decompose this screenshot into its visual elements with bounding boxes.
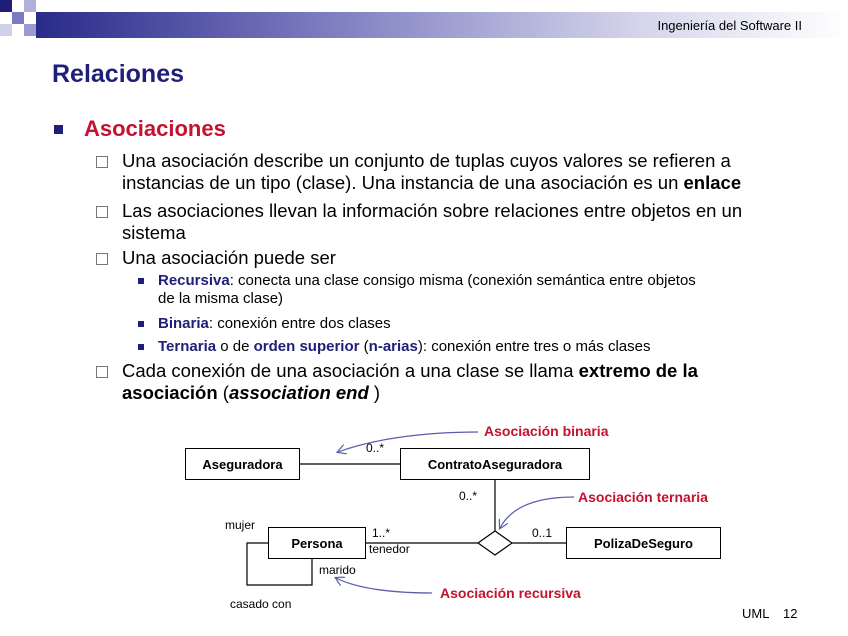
footer-label: UML [742, 606, 770, 621]
arrow-ternaria-icon [500, 497, 574, 528]
text-span: Cada conexión de una asociación a una clase se llama [122, 360, 579, 381]
italic-term: association end [228, 382, 369, 403]
text-span: ) [368, 382, 381, 403]
class-contrato-aseguradora: ContratoAseguradora [400, 448, 590, 480]
text-span: ( [359, 338, 369, 355]
bullet-line: Una asociación describe un conjunto de tuplas cuyos valores se refieren a [122, 150, 731, 171]
role-label: marido [319, 563, 356, 577]
highlight-term: Ternaria [158, 338, 217, 355]
class-persona: Persona [268, 527, 366, 559]
role-label: tenedor [369, 542, 410, 556]
class-poliza-de-seguro: PolizaDeSeguro [566, 527, 721, 559]
note-asociacion-recursiva: Asociación recursiva [440, 585, 581, 601]
highlight-term: Binaria [158, 315, 209, 332]
section-heading: Asociaciones [84, 116, 226, 141]
arrow-recursiva-icon [336, 578, 432, 593]
bold-term: enlace [683, 172, 742, 193]
highlight-term: orden superior [253, 338, 360, 355]
bullet-line: Las asociaciones llevan la información sobre relaciones entre objetos en un [122, 200, 743, 221]
text-span: : conecta una clase consigo misma (conexión semántica entre objetos [229, 272, 696, 289]
multiplicity-label: 0..* [366, 441, 385, 455]
bullet-line: sistema [122, 222, 186, 243]
sub-bullet-line: de la misma clase) [158, 290, 284, 307]
bold-term: extremo de la [578, 360, 698, 381]
role-label: mujer [225, 518, 256, 532]
association-label: casado con [230, 597, 292, 611]
multiplicity-label: 1..* [372, 526, 391, 540]
text-span: ): conexión entre tres o más clases [417, 338, 651, 355]
multiplicity-label: 0..* [459, 489, 478, 503]
ternary-diamond [478, 531, 512, 555]
note-asociacion-ternaria: Asociación ternaria [578, 489, 708, 505]
multiplicity-label: 0..1 [532, 526, 553, 540]
text-span: ( [217, 382, 229, 403]
class-aseguradora: Aseguradora [185, 448, 300, 480]
text-span: : conexión entre dos clases [208, 315, 391, 332]
course-name: Ingeniería del Software II [657, 18, 802, 33]
text-span: instancias de un tipo (clase). Una instancia de una asociación es un [122, 172, 684, 193]
bullet-text: Una asociación puede ser [122, 247, 336, 268]
note-asociacion-binaria: Asociación binaria [484, 423, 609, 439]
bold-term: asociación [122, 382, 218, 403]
slide-title: Relaciones [52, 60, 185, 88]
page-number: 12 [783, 606, 798, 621]
highlight-term: n-arias [368, 338, 418, 355]
text-span: o de [216, 338, 254, 355]
highlight-term: Recursiva [158, 272, 230, 289]
